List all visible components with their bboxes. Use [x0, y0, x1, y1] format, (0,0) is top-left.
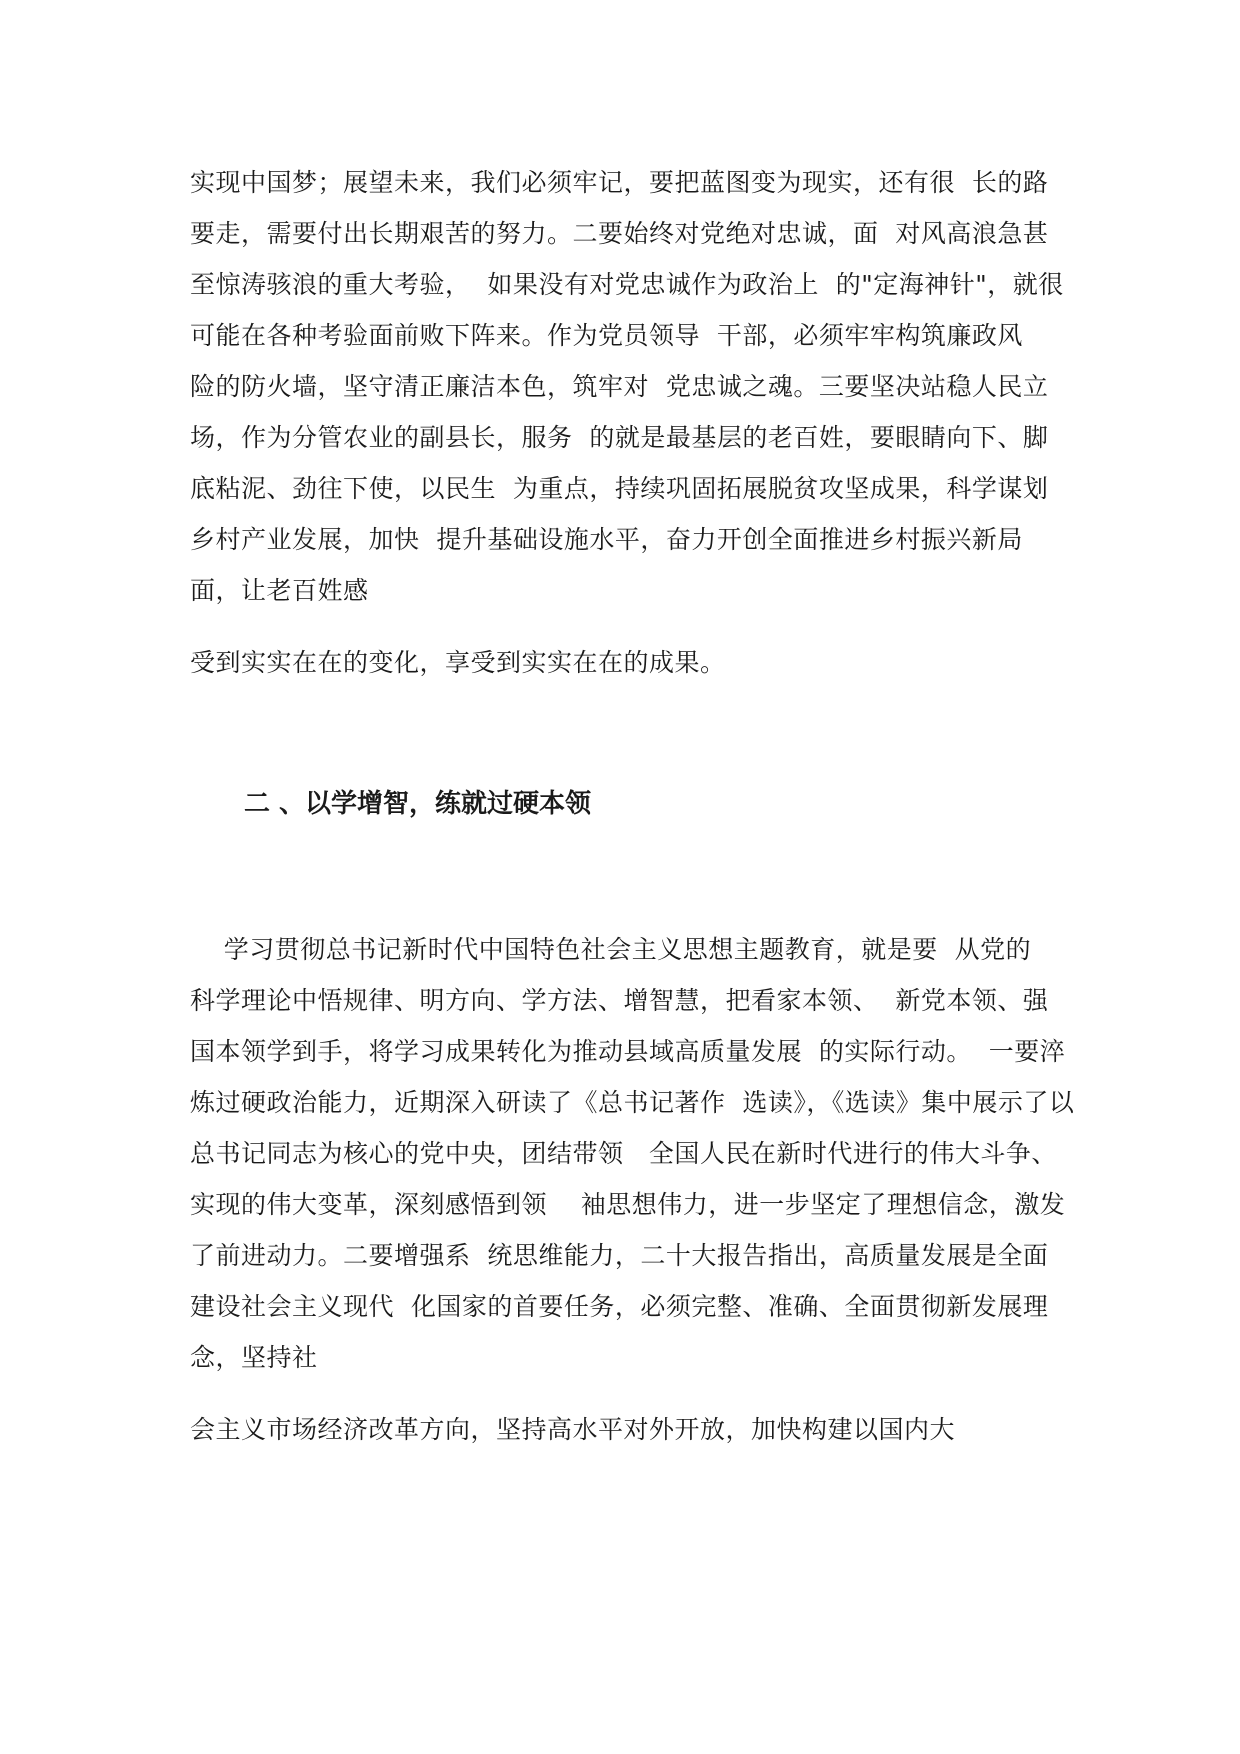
- paragraph-1-line-3: 至惊涛骇浪的重大考验， 如果没有对党忠诚作为政治上 的"定海神针"，就很: [190, 270, 1064, 299]
- paragraph-1-line-7: 底粘泥、劲往下使，以民生 为重点，持续巩固拓展脱贫攻坚成果，科学谋划: [190, 474, 1049, 503]
- paragraph-1-line-6: 场，作为分管农业的副县长，服务 的就是最基层的老百姓，要眼睛向下、脚: [190, 423, 1049, 452]
- paragraph-2-line-6: 实现的伟大变革，深刻感悟到领 袖思想伟力，进一步坚定了理想信念，激发: [190, 1190, 1066, 1219]
- paragraph-1-line-5: 险的防火墙，坚守清正廉洁本色，筑牢对 党忠诚之魂。三要坚决站稳人民立: [190, 372, 1049, 401]
- paragraph-1-line-9: 面，让老百姓感: [190, 576, 369, 605]
- paragraph-2-line-5: 总书记同志为核心的党中央，团结带领 全国人民在新时代进行的伟大斗争、: [190, 1139, 1057, 1168]
- section-heading: 二 、以学增智，练就过硬本领: [244, 789, 592, 819]
- paragraph-1-line-8: 乡村产业发展，加快 提升基础设施水平，奋力开创全面推进乡村振兴新局: [190, 525, 1023, 554]
- paragraph-2-line-9: 念，坚持社: [190, 1343, 318, 1372]
- paragraph-2-continuation: 会主义市场经济改革方向，坚持高水平对外开放，加快构建以国内大: [190, 1415, 956, 1444]
- paragraph-1-line-4: 可能在各种考验面前败下阵来。作为党员领导 干部，必须牢牢构筑廉政风: [190, 321, 1023, 350]
- paragraph-1-continuation: 受到实实在在的变化，享受到实实在在的成果。: [190, 648, 726, 677]
- paragraph-2-line-1: 学习贯彻总书记新时代中国特色社会主义思想主题教育，就是要 从党的: [190, 935, 1032, 964]
- paragraph-1-line-1: 实现中国梦；展望未来，我们必须牢记，要把蓝图变为现实，还有很 长的路: [190, 168, 1049, 197]
- paragraph-2-line-2: 科学理论中悟规律、明方向、学方法、增智慧，把看家本领、 新党本领、强: [190, 986, 1049, 1015]
- paragraph-2-line-3: 国本领学到手，将学习成果转化为推动县域高质量发展 的实际行动。 一要淬: [190, 1037, 1066, 1066]
- paragraph-2-line-8: 建设社会主义现代 化国家的首要任务，必须完整、准确、全面贯彻新发展理: [190, 1292, 1049, 1321]
- paragraph-1-line-2: 要走，需要付出长期艰苦的努力。二要始终对党绝对忠诚，面 对风高浪急甚: [190, 219, 1049, 248]
- paragraph-2-line-4: 炼过硬政治能力，近期深入研读了《总书记著作 选读》，《选读》集中展示了以: [190, 1088, 1075, 1117]
- paragraph-2-line-7: 了前进动力。二要增强系 统思维能力，二十大报告指出，高质量发展是全面: [190, 1241, 1049, 1270]
